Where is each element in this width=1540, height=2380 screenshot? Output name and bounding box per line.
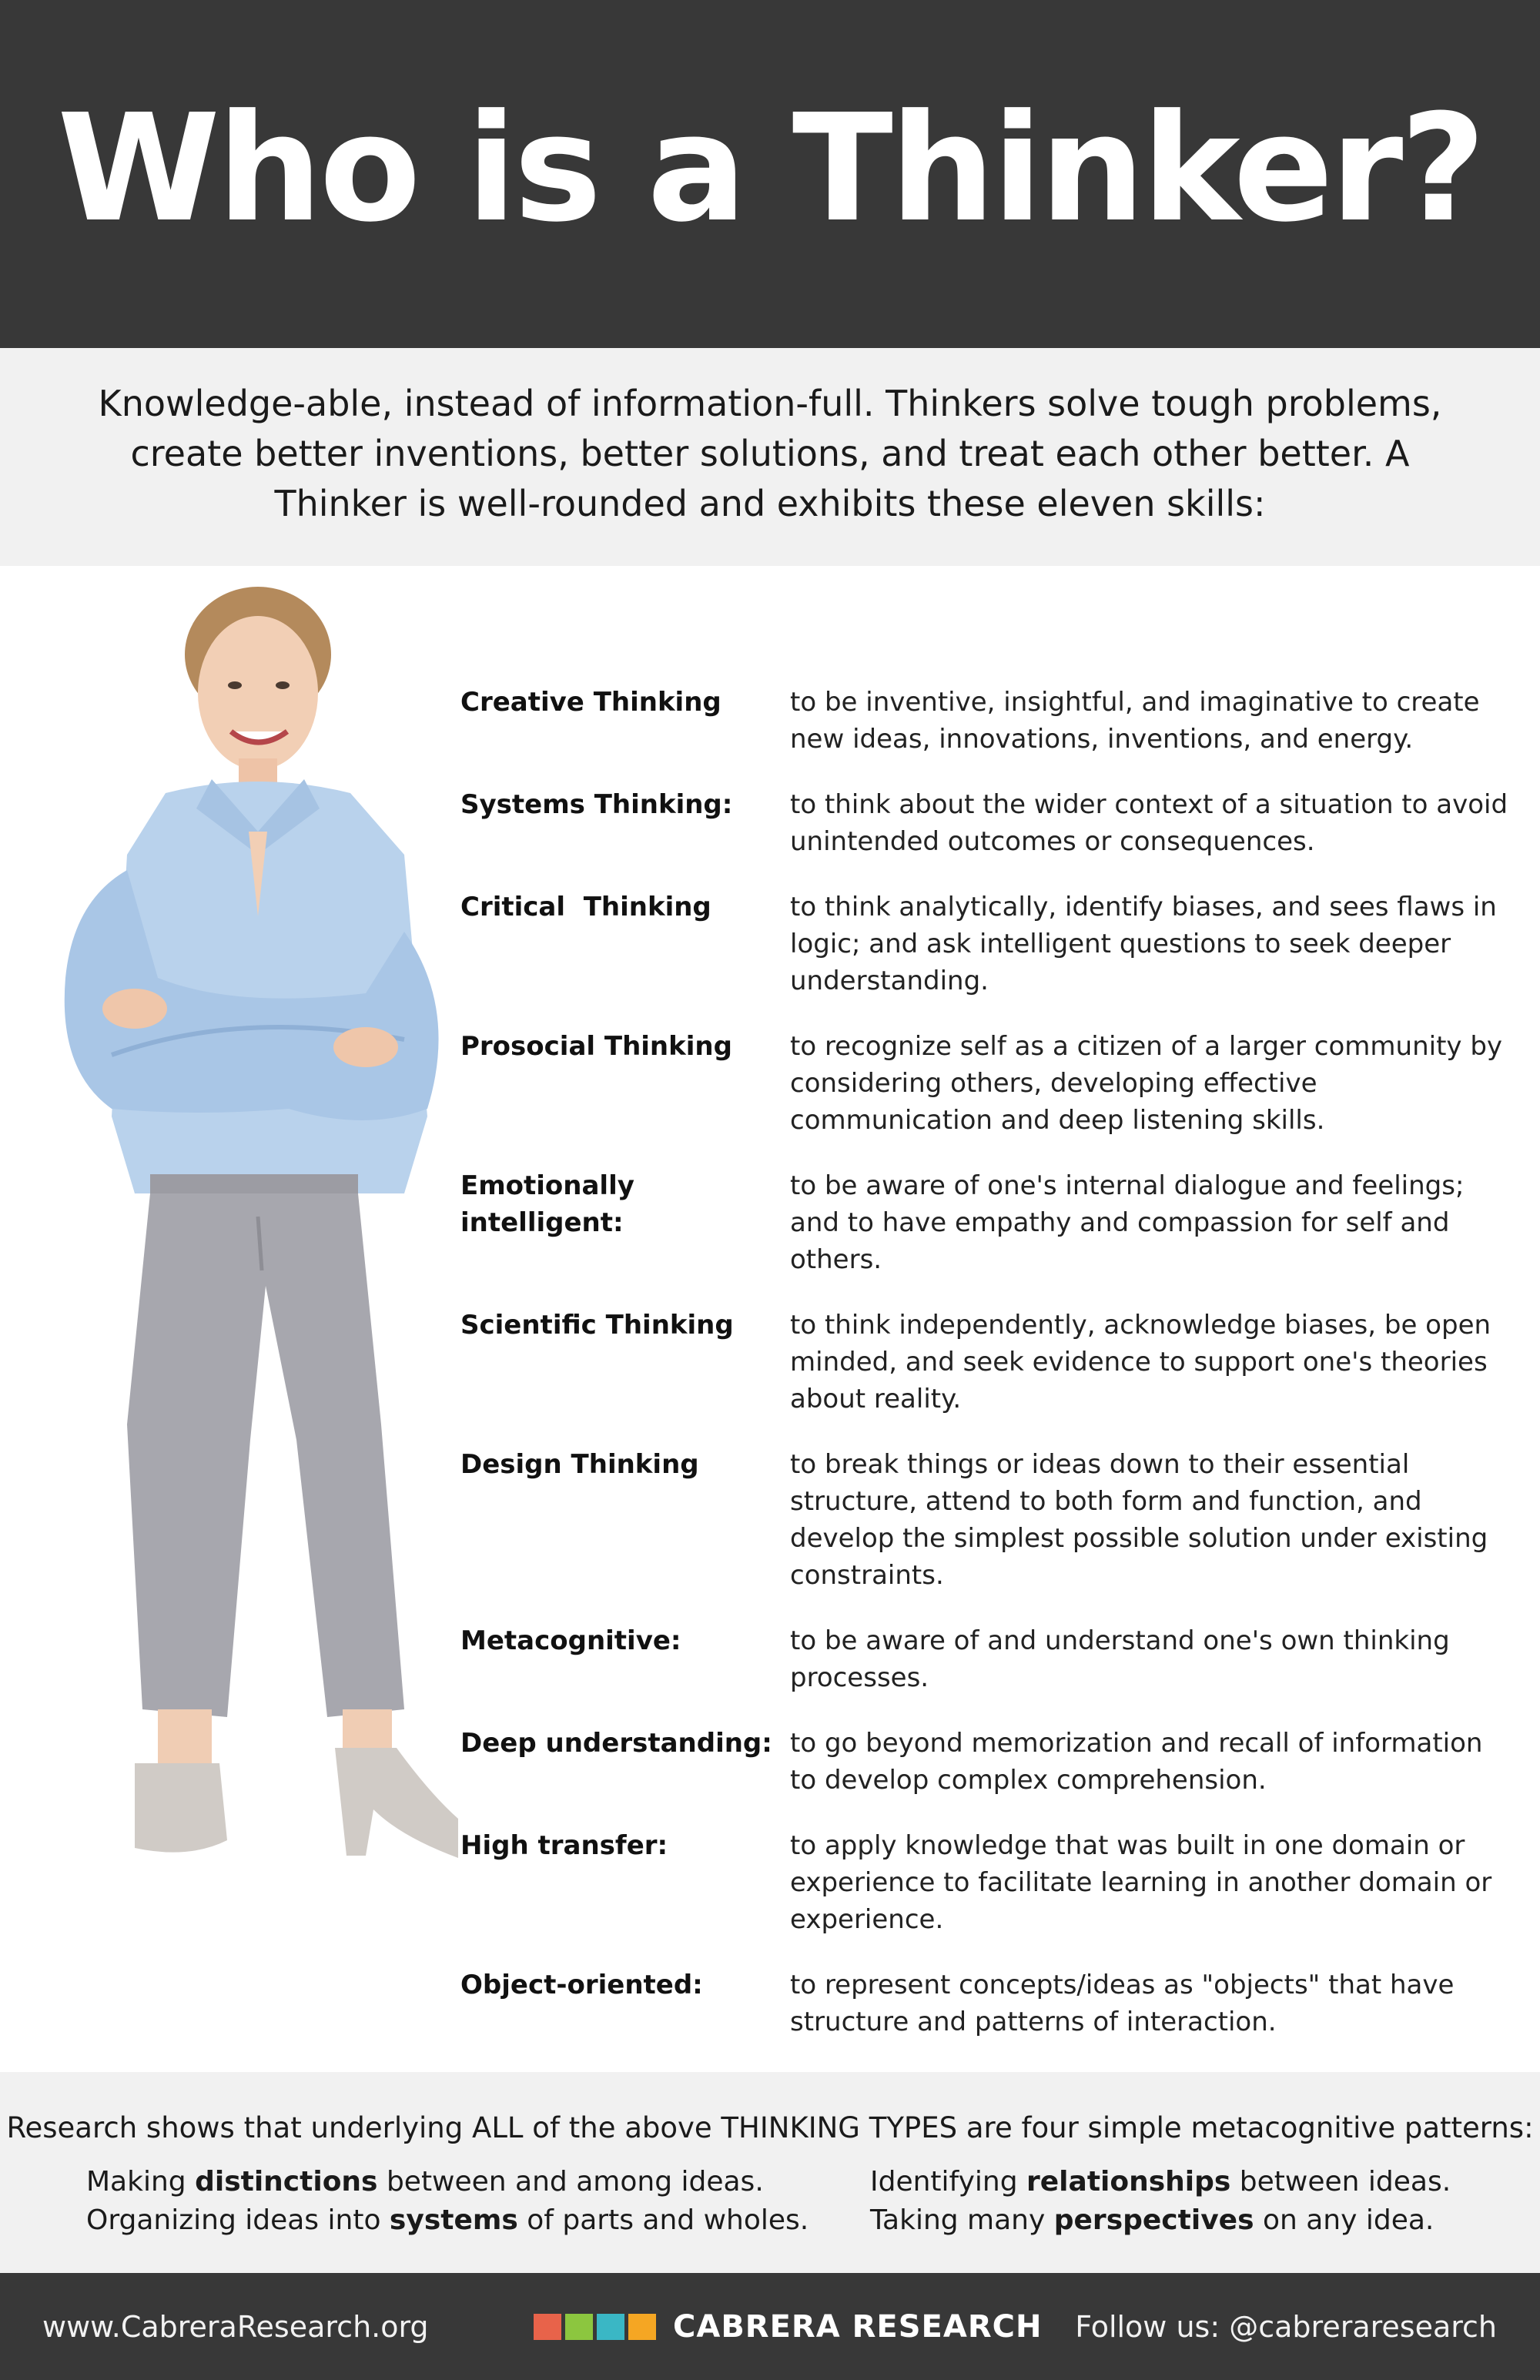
research-band — [0, 2072, 1540, 2273]
skill-description: to be inventive, insightful, and imaginative to create new ideas, innovations, inventions, and energy. — [790, 687, 1480, 755]
skill-description: to think analytically, identify biases, and sees flaws in logic; and ask intelligent questions to seek deeper understanding. — [790, 892, 1497, 996]
research-intro: Research shows that underlying ALL of the above THINKING TYPES are four simple metacognitive patterns: — [6, 2111, 1534, 2144]
skill-name: Systems Thinking: — [460, 789, 733, 820]
pattern-systems: Organizing ideas into systems of parts and wholes. — [86, 2204, 809, 2236]
patterns-left — [86, 2163, 808, 2240]
intro-band — [0, 348, 1540, 566]
skill-row-high-transfer — [460, 1827, 1515, 1938]
header-banner — [0, 0, 1540, 348]
skill-row-systems — [460, 786, 1515, 860]
skill-name: Creative Thinking — [460, 687, 721, 718]
skill-row-emotional — [460, 1167, 1515, 1278]
brand-squares-icon — [534, 2314, 656, 2340]
skill-name: Prosocial Thinking — [460, 1031, 732, 1062]
skill-name: Object-oriented: — [460, 1970, 703, 2000]
website-link[interactable]: www.CabreraResearch.org — [42, 2310, 429, 2344]
skill-row-scientific — [460, 1307, 1515, 1418]
skill-name: Scientific Thinking — [460, 1310, 734, 1341]
skill-row-design — [460, 1446, 1515, 1594]
brand-square — [565, 2314, 593, 2340]
skill-description: to recognize self as a citizen of a larger community by considering others, developing effective communication and deep listening skills. — [790, 1031, 1503, 1136]
skills-list — [460, 684, 1515, 2069]
skill-row-creative — [460, 684, 1515, 758]
skill-description: to apply knowledge that was built in one domain or experience to facilitate learning in another domain or experience. — [790, 1830, 1492, 1935]
brand-logo — [534, 2307, 1042, 2347]
pattern-relationships: Identifying relationships between ideas. — [870, 2166, 1451, 2198]
skill-description: to break things or ideas down to their essential structure, attend to both form and function, and develop the simplest possible solution under existing constraints. — [790, 1449, 1488, 1591]
pattern-perspectives: Taking many perspectives on any idea. — [870, 2204, 1435, 2236]
skill-row-metacognitive — [460, 1622, 1515, 1696]
skill-name: Deep understanding: — [460, 1728, 772, 1759]
skill-name: Emotionally intelligent: — [460, 1170, 634, 1238]
woman-figure — [42, 577, 458, 2071]
footer — [0, 2273, 1540, 2380]
pattern-distinctions: Making distinctions between and among ideas. — [86, 2166, 764, 2198]
skill-name: Design Thinking — [460, 1449, 699, 1480]
skill-description: to be aware of and understand one's own thinking processes. — [790, 1625, 1450, 1693]
skill-name: Metacognitive: — [460, 1625, 681, 1656]
intro-text: Knowledge-able, instead of information-full. Thinkers solve tough problems, create better inventions, better solutions, and treat each other better. A Thinker is well-rounded and exhibits these eleven skills: — [98, 383, 1442, 524]
skill-description: to go beyond memorization and recall of information to develop complex comprehension. — [790, 1728, 1483, 1796]
skill-description: to think independently, acknowledge biases, be open minded, and seek evidence to support one's theories about reality. — [790, 1310, 1491, 1414]
social-follow-link[interactable]: Follow us: @cabreraresearch — [1075, 2310, 1497, 2344]
skill-name: High transfer: — [460, 1830, 668, 1861]
skill-row-prosocial — [460, 1028, 1515, 1139]
brand-square — [628, 2314, 656, 2340]
brand-name: CABRERA RESEARCH — [673, 2309, 1043, 2345]
page-title: Who is a Thinker? — [57, 83, 1483, 255]
skill-name: Critical Thinking — [460, 892, 711, 922]
brand-square — [534, 2314, 561, 2340]
brand-square — [597, 2314, 624, 2340]
woman-illustration — [42, 577, 458, 2071]
skill-row-object-oriented — [460, 1967, 1515, 2040]
skill-row-critical — [460, 889, 1515, 999]
skill-description: to be aware of one's internal dialogue and feelings; and to have empathy and compassion for self and others. — [790, 1170, 1465, 1275]
skill-row-deep-understanding — [460, 1725, 1515, 1799]
skill-description: to think about the wider context of a situation to avoid unintended outcomes or consequences. — [790, 789, 1508, 857]
patterns-right — [870, 2163, 1451, 2240]
skill-description: to represent concepts/ideas as "objects" that have structure and patterns of interaction. — [790, 1970, 1455, 2037]
